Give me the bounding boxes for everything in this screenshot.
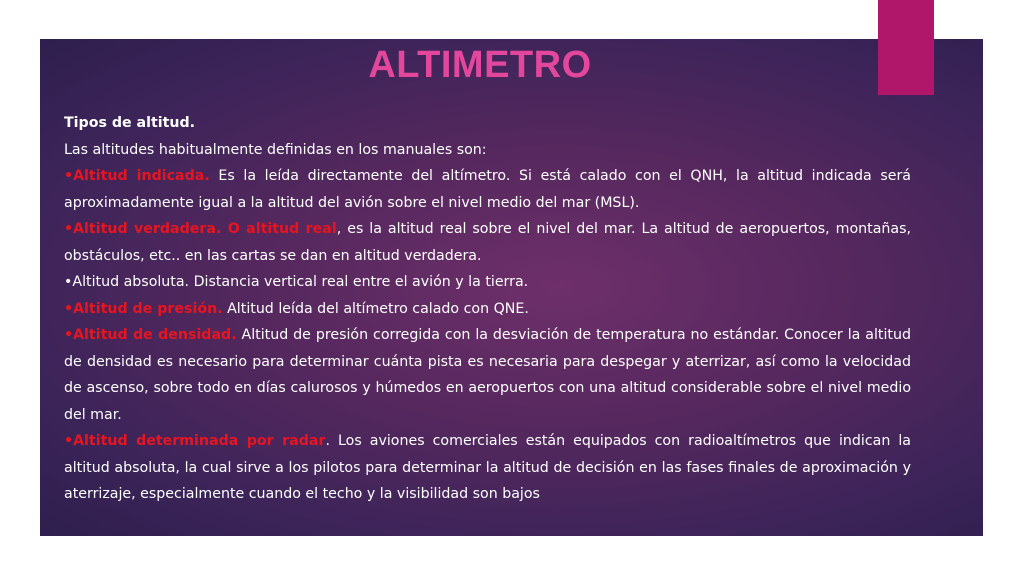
bullet: • bbox=[64, 274, 73, 290]
item-text: Altitud de presión corregida con la desviación de temperatura no estándar. Conocer la altitud de densidad es necesario para determinar cuánta pista es necesaria para despegar y aterrizar, así como la velocidad de ascenso, sobre todo en días calurosos y húmedos en aeropuertos con una altitud considerable sobre el nivel medio del mar. bbox=[64, 327, 911, 423]
list-item-altitud-densidad bbox=[64, 322, 911, 428]
term-highlight: Altitud verdadera. O altitud real bbox=[73, 221, 337, 237]
bullet: • bbox=[64, 433, 74, 449]
term-highlight: Altitud de densidad. bbox=[73, 327, 237, 343]
term-highlight: Altitud indicada. bbox=[73, 168, 210, 184]
bullet: • bbox=[64, 300, 74, 317]
bullet: • bbox=[64, 221, 74, 237]
term-highlight: Altitud de presión. bbox=[73, 300, 223, 317]
item-text: . Los aviones comerciales están equipados con radioaltímetros que indican la altitud absoluta, la cual sirve a los pilotos para determinar la altitud de decisión en las fases finales de aproximación y aterrizaje, especialmente cuando el techo y la visibilidad son bajos bbox=[64, 433, 911, 502]
term-highlight: Altitud determinada por radar bbox=[73, 433, 326, 449]
item-text: , es la altitud real sobre el nivel del mar. La altitud de aeropuertos, montañas, obstáculos, etc.. en las cartas se dan en altitud verdadera. bbox=[64, 221, 911, 264]
item-text: Altitud leída del altímetro calado con QNE. bbox=[222, 300, 529, 317]
slide-title: ALTIMETRO bbox=[368, 44, 592, 86]
slide-content bbox=[64, 110, 911, 508]
list-item-altitud-absoluta bbox=[64, 269, 911, 296]
section-heading: Tipos de altitud. bbox=[64, 115, 196, 131]
list-item-altitud-verdadera bbox=[64, 216, 911, 269]
item-text: Altitud absoluta. Distancia vertical real entre el avión y la tierra. bbox=[72, 274, 529, 290]
list-item-altitud-presion bbox=[64, 296, 911, 323]
intro-text: Las altitudes habitualmente definidas en los manuales son: bbox=[64, 141, 487, 158]
list-item-altitud-radar bbox=[64, 428, 911, 508]
list-item-altitud-indicada bbox=[64, 163, 911, 216]
bullet: • bbox=[64, 327, 74, 343]
item-text: Es la leída directamente del altímetro. Si está calado con el QNH, la altitud indicada será aproximadamente igual a la altitud del avión sobre el nivel medio del mar (MSL). bbox=[64, 168, 911, 211]
bullet: • bbox=[64, 168, 74, 184]
